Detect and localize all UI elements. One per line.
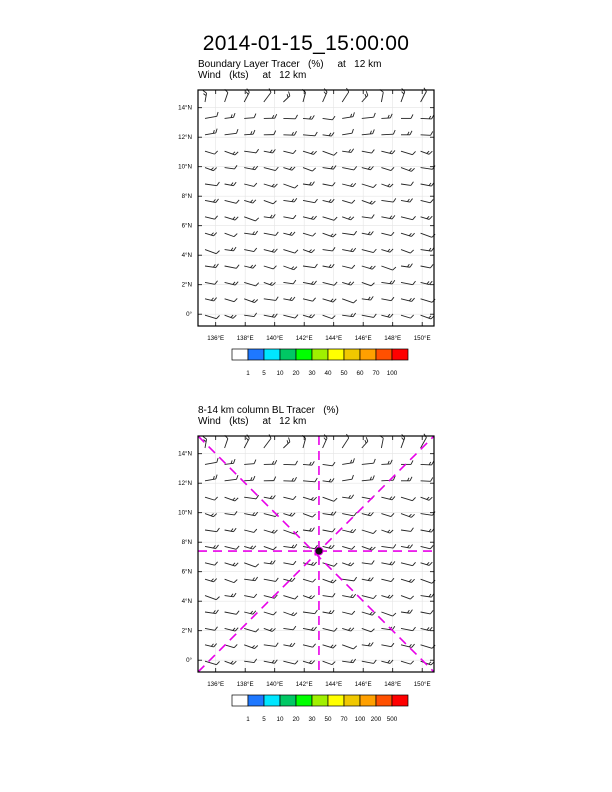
colorbar-label: 40: [324, 370, 332, 377]
main-title: 2014-01-15_15:00:00: [202, 32, 410, 55]
colorbar-swatch: [360, 695, 376, 706]
y-tick-label: 0°: [186, 311, 192, 319]
x-tick-label: 138°E: [236, 681, 254, 688]
colorbar-swatch: [296, 349, 312, 360]
colorbar-swatch: [312, 349, 328, 360]
x-tick-label: 140°E: [266, 681, 284, 688]
x-tick-label: 142°E: [295, 681, 313, 688]
colorbar-swatch: [248, 695, 264, 706]
colorbar-label: 1: [246, 370, 250, 377]
x-tick-label: 144°E: [325, 335, 343, 342]
colorbar-swatch: [248, 349, 264, 360]
panel1-title-line2: Wind (kts) at 12 km: [198, 70, 307, 81]
plot-area: [198, 90, 434, 326]
y-tick-label: 8°N: [181, 539, 192, 547]
colorbar-swatch: [328, 349, 344, 360]
colorbar-label: 1: [246, 716, 250, 723]
x-tick-label: 148°E: [384, 681, 402, 688]
colorbar-label: 5: [262, 370, 266, 377]
colorbar-swatch: [376, 695, 392, 706]
barb-shaft: [244, 134, 253, 135]
colorbar-swatch: [312, 695, 328, 706]
barb-shaft: [421, 481, 431, 482]
x-tick-label: 146°E: [354, 335, 372, 342]
colorbar-label: 500: [386, 716, 398, 723]
y-tick-label: 14°N: [178, 104, 192, 112]
x-tick-label: 140°E: [266, 335, 284, 342]
colorbar-swatch: [392, 349, 408, 360]
colorbar-label: 70: [372, 370, 380, 377]
colorbar-label: 5: [262, 716, 266, 723]
colorbar-swatch: [360, 349, 376, 360]
colorbar-swatch: [296, 695, 312, 706]
center-marker: [315, 547, 323, 555]
x-tick-label: 142°E: [295, 335, 313, 342]
barb-shaft: [421, 118, 432, 119]
colorbar-label: 10: [276, 716, 284, 723]
colorbar-label: 20: [292, 370, 300, 377]
colorbar-swatch: [232, 349, 248, 360]
colorbar-swatch: [232, 695, 248, 706]
map-panel-2: [178, 434, 435, 723]
panel2-title-line2: Wind (kts) at 12 km: [198, 416, 307, 427]
colorbar: [232, 695, 408, 723]
colorbar-swatch: [264, 349, 280, 360]
colorbar-label: 50: [340, 370, 348, 377]
map-panel-1: [178, 88, 435, 377]
y-tick-label: 10°N: [178, 509, 192, 517]
y-tick-label: 12°N: [178, 134, 192, 142]
barb-shaft: [421, 135, 431, 136]
colorbar-label: 10: [276, 370, 284, 377]
x-tick-label: 136°E: [207, 681, 225, 688]
colorbar-label: 100: [354, 716, 366, 723]
x-tick-label: 138°E: [236, 335, 254, 342]
barb-shaft: [244, 480, 253, 481]
y-tick-label: 2°N: [181, 627, 192, 635]
y-tick-label: 8°N: [181, 193, 192, 201]
colorbar-label: 30: [308, 370, 316, 377]
x-tick-label: 150°E: [413, 681, 431, 688]
y-tick-label: 0°: [186, 657, 192, 665]
colorbar-swatch: [264, 695, 280, 706]
colorbar-swatch: [280, 349, 296, 360]
colorbar-label: 30: [308, 716, 316, 723]
colorbar-swatch: [328, 695, 344, 706]
x-tick-label: 148°E: [384, 335, 402, 342]
colorbar-swatch: [392, 695, 408, 706]
y-tick-label: 10°N: [178, 163, 192, 171]
colorbar-label: 50: [324, 716, 332, 723]
panel1-title-line1: Boundary Layer Tracer (%) at 12 km: [198, 59, 382, 70]
y-tick-label: 12°N: [178, 480, 192, 488]
panel2-title-line1: 8-14 km column BL Tracer (%): [198, 405, 339, 416]
y-tick-label: 14°N: [178, 450, 192, 458]
colorbar-swatch: [280, 695, 296, 706]
x-tick-label: 150°E: [413, 335, 431, 342]
colorbar-label: 200: [370, 716, 382, 723]
colorbar: [232, 349, 408, 377]
barb-shaft: [381, 480, 393, 481]
y-tick-label: 6°N: [181, 568, 192, 576]
colorbar-label: 20: [292, 716, 300, 723]
colorbar-swatch: [376, 349, 392, 360]
barb-shaft: [381, 134, 393, 135]
y-tick-label: 2°N: [181, 281, 192, 289]
colorbar-swatch: [344, 695, 360, 706]
x-tick-label: 136°E: [207, 335, 225, 342]
x-tick-label: 146°E: [354, 681, 372, 688]
y-tick-label: 4°N: [181, 598, 192, 606]
colorbar-label: 70: [340, 716, 348, 723]
x-tick-label: 144°E: [325, 681, 343, 688]
colorbar-label: 60: [356, 370, 364, 377]
colorbar-label: 100: [386, 370, 398, 377]
y-tick-label: 4°N: [181, 252, 192, 260]
y-tick-label: 6°N: [181, 222, 192, 230]
colorbar-swatch: [344, 349, 360, 360]
barb-shaft: [421, 464, 432, 465]
